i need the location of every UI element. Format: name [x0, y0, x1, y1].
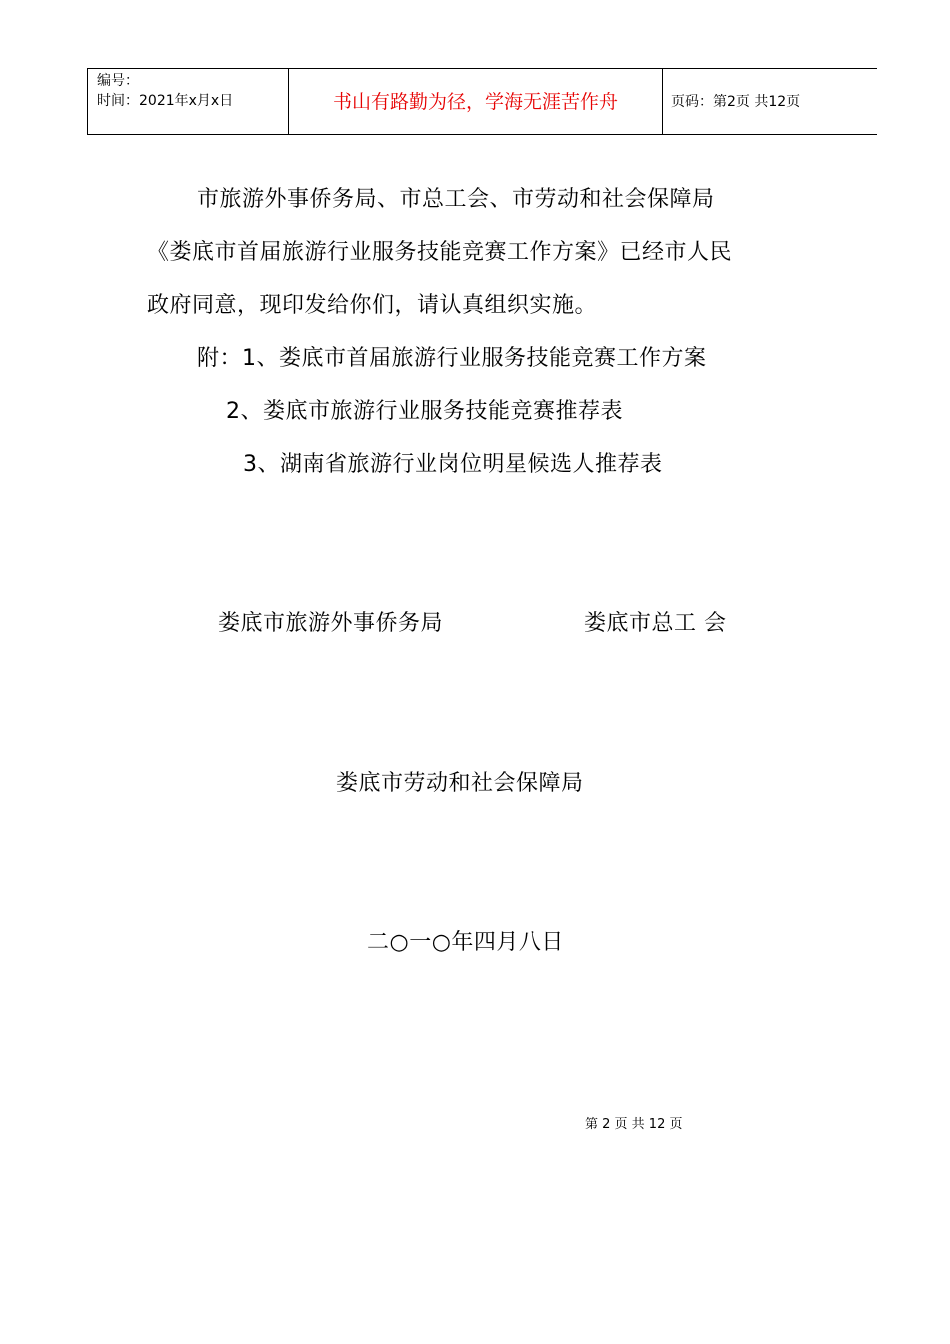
signature-date: 二○一○年四月八日	[367, 930, 564, 955]
document-number: 编号：	[97, 73, 139, 89]
paragraph-line-2: 《娄底市首届旅游行业服务技能竞赛工作方案》已经市人民	[147, 240, 733, 265]
paragraph-line-3: 政府同意，现印发给你们，请认真组织实施。	[147, 293, 598, 318]
paragraph-line-1: 市旅游外事侨务局、市总工会、市劳动和社会保障局	[197, 187, 715, 212]
document-time: 时间：2021年x月x日	[97, 93, 234, 109]
header-info-cell	[88, 69, 289, 134]
header-motto-cell	[289, 69, 663, 134]
footer-page-number: 第 2 页 共 12 页	[585, 1117, 683, 1132]
header-table	[87, 68, 877, 135]
signature-org-tourism: 娄底市旅游外事侨务局	[218, 611, 444, 636]
header-page-cell	[663, 69, 877, 134]
header-page-number: 页码：第2页 共12页	[671, 93, 801, 110]
signature-org-union: 娄底市总工 会	[584, 611, 727, 636]
attachment-line-1: 附：1、娄底市首届旅游行业服务技能竞赛工作方案	[197, 346, 707, 371]
header-motto: 书山有路勤为径，学海无涯苦作舟	[332, 91, 618, 113]
attachment-line-3: 3、湖南省旅游行业岗位明星候选人推荐表	[243, 452, 663, 477]
attachment-line-2: 2、娄底市旅游行业服务技能竞赛推荐表	[226, 399, 623, 424]
signature-org-labor: 娄底市劳动和社会保障局	[336, 771, 584, 796]
